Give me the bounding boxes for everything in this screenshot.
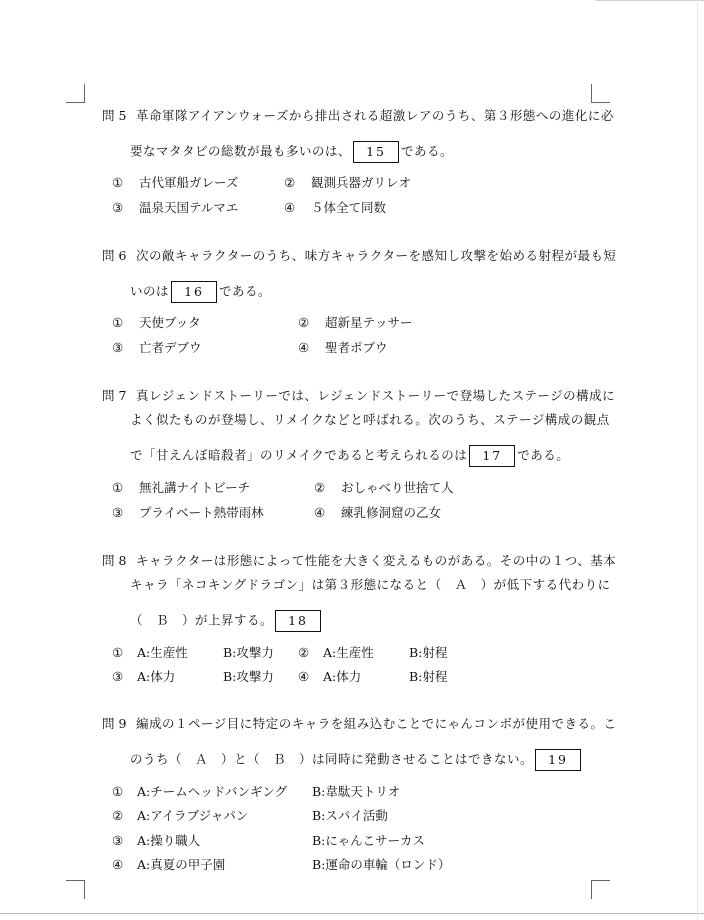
answer-box: 18 xyxy=(275,610,321,632)
answer-box: 17 xyxy=(469,445,515,467)
option-number: ① xyxy=(112,480,124,495)
option-number: ③ xyxy=(112,833,124,848)
question-number: 問 5 xyxy=(102,108,127,123)
option-number: ① xyxy=(112,645,124,660)
question-text-line3: （ Ｂ ）が上昇する。 18 xyxy=(130,610,323,632)
option-number: ② xyxy=(298,645,310,660)
question-number: 問 9 xyxy=(102,716,127,731)
option-number: ① xyxy=(112,175,124,190)
option-number: ③ xyxy=(112,340,124,355)
question-text-line2: よく似たものが登場し、リメイクなどと呼ばれる。次のうち、ステージ構成の観点 xyxy=(130,412,610,427)
option-number: ③ xyxy=(112,200,124,215)
option-number: ④ xyxy=(284,200,296,215)
question-text-line3: で「甘えんぼ暗殺者」のリメイクであると考えられるのは 17 である。 xyxy=(130,445,569,467)
option-number: ① xyxy=(112,315,124,330)
option-number: ② xyxy=(298,315,310,330)
question-number: 問 6 xyxy=(102,248,127,263)
option-number: ③ xyxy=(112,669,124,684)
option-number: ④ xyxy=(314,505,326,520)
question-text-line1: キャラクターは形態によって性能を大きく変えるものがある。その中の１つ、基本 xyxy=(136,553,617,568)
page-edge-right xyxy=(697,0,698,920)
crop-mark-top-right xyxy=(591,84,610,103)
answer-box: 16 xyxy=(171,281,217,303)
option-number: ② xyxy=(314,480,326,495)
option-number: ② xyxy=(284,175,296,190)
option-number: ④ xyxy=(298,340,310,355)
question-text-line1: 次の敵キャラクターのうち、味方キャラクターを感知し攻撃を始める射程が最も短 xyxy=(136,248,617,263)
crop-mark-bottom-left xyxy=(66,880,85,899)
page-edge-bottom xyxy=(0,913,704,914)
question-number: 問 7 xyxy=(102,388,127,403)
page-edge-top xyxy=(596,0,704,1)
answer-box: 15 xyxy=(353,141,399,163)
question-text-line2: キャラ「ネコキングドラゴン」は第３形態になると（ Ａ ）が低下する代わりに xyxy=(130,577,611,592)
crop-mark-top-left xyxy=(66,84,85,103)
option-number: ③ xyxy=(112,505,124,520)
option-number: ② xyxy=(112,808,124,823)
question-text-line2: 要なマタタビの総数が最も多いのは、 15 である。 xyxy=(130,141,453,163)
option-number: ④ xyxy=(112,857,124,872)
option-number: ① xyxy=(112,784,124,799)
crop-mark-bottom-right xyxy=(591,880,610,899)
question-text-line1: 真レジェンドストーリーでは、レジェンドストーリーで登場したステージの構成に xyxy=(136,388,616,403)
question-text-line1: 編成の１ページ目に特定のキャラを組み込むことでにゃんコンボが使用できる。こ xyxy=(136,716,617,731)
question-number: 問 8 xyxy=(102,553,127,568)
question-text-line1: 革命軍隊アイアンウォーズから排出される超激レアのうち、第３形態への進化に必 xyxy=(136,108,614,123)
answer-box: 19 xyxy=(535,749,581,771)
option-number: ④ xyxy=(298,669,310,684)
question-text-line2: のうち（ Ａ ）と（ Ｂ ）は同時に発動させることはできない。 19 xyxy=(130,749,583,771)
question-text-line2: いのは 16 である。 xyxy=(130,281,271,303)
